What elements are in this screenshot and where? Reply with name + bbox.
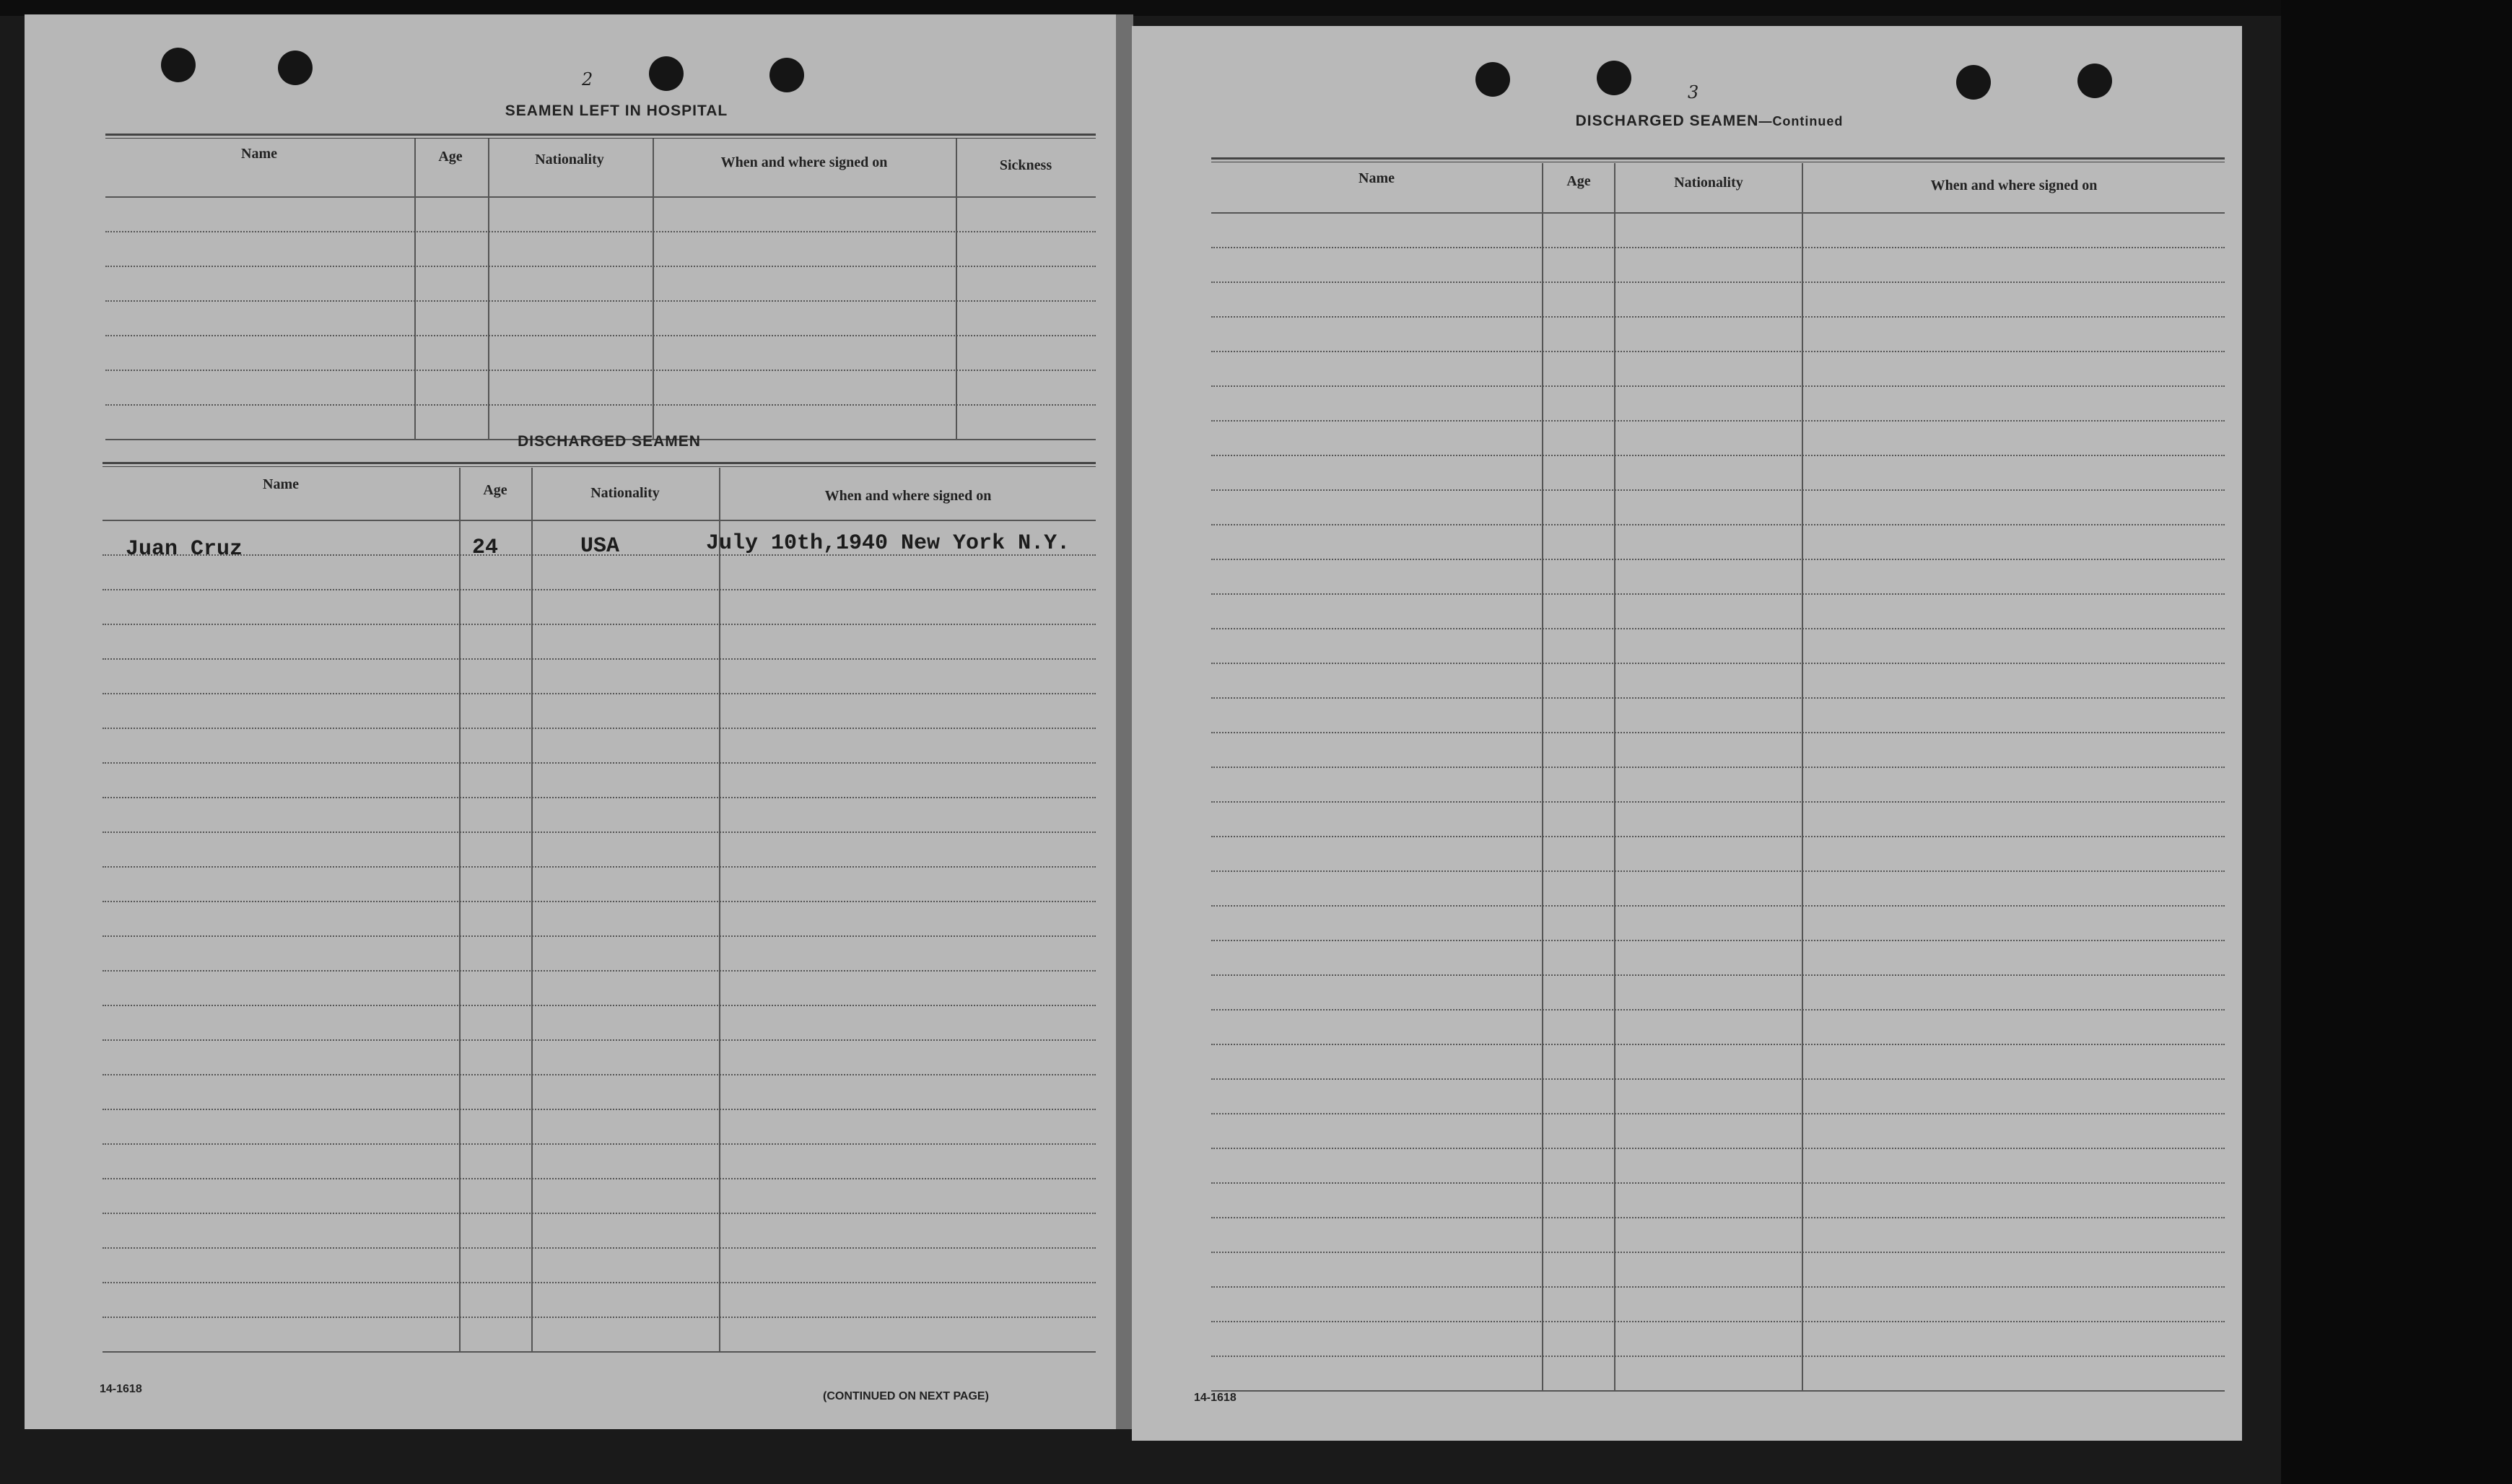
col-name: Name — [1359, 170, 1395, 186]
ruled-line — [103, 1109, 1096, 1110]
ruled-line — [1211, 351, 2225, 352]
ruled-line — [103, 832, 1096, 833]
ruled-line — [105, 335, 1096, 336]
col-signed-on: When and where signed on — [824, 488, 992, 504]
ruled-line — [1211, 905, 2225, 907]
ruled-line — [105, 370, 1096, 371]
ruled-line — [1211, 628, 2225, 629]
ruled-line — [1211, 1390, 2225, 1392]
ruled-line — [1211, 836, 2225, 837]
ruled-line — [103, 693, 1096, 694]
ruled-line — [1211, 663, 2225, 664]
ruled-line — [103, 1282, 1096, 1283]
right-section-title — [1478, 113, 1940, 130]
ruled-line — [1211, 1113, 2225, 1114]
seaman-age: 24 — [472, 536, 499, 560]
ruled-line — [103, 520, 1096, 521]
col-nationality: Nationality — [535, 152, 604, 167]
ruled-line — [1211, 801, 2225, 803]
ruled-line — [103, 901, 1096, 902]
column-divider — [719, 468, 720, 1351]
column-divider — [653, 139, 654, 439]
ruled-line — [1211, 212, 2225, 214]
seaman-name: Juan Cruz — [126, 537, 243, 562]
ruled-line — [1211, 940, 2225, 941]
col-signed-on: When and where signed on — [720, 154, 888, 170]
ruled-line — [103, 658, 1096, 660]
ruled-line — [103, 624, 1096, 625]
col-sickness: Sickness — [999, 157, 1052, 173]
header-rule — [105, 134, 1096, 139]
column-divider — [414, 139, 416, 439]
ruled-line — [105, 266, 1096, 267]
ruled-line — [105, 300, 1096, 302]
page-gutter — [1116, 14, 1133, 1429]
ruled-line — [103, 1351, 1096, 1353]
ruled-line — [103, 1317, 1096, 1318]
header-rule — [103, 462, 1096, 467]
ruled-line — [1211, 1252, 2225, 1253]
form-code: 14-1618 — [100, 1383, 142, 1395]
page-number: 2 — [582, 69, 593, 90]
header-rule — [1211, 157, 2225, 162]
column-divider — [488, 139, 489, 439]
ruled-line — [1211, 732, 2225, 733]
ruled-line — [1211, 1217, 2225, 1218]
col-name: Name — [263, 476, 299, 492]
ruled-line — [1211, 489, 2225, 491]
ruled-line — [103, 970, 1096, 972]
ruled-line — [103, 1005, 1096, 1006]
discharged-section-title: DISCHARGED SEAMEN — [518, 433, 701, 450]
ruled-line — [1211, 316, 2225, 318]
ruled-line — [1211, 524, 2225, 525]
ruled-line — [1211, 1356, 2225, 1357]
punch-hole — [161, 48, 196, 82]
ruled-line — [1211, 281, 2225, 283]
ruled-line — [103, 866, 1096, 868]
ruled-line — [1211, 870, 2225, 872]
ruled-line — [103, 1178, 1096, 1179]
ruled-line — [103, 797, 1096, 798]
title-suffix: —Continued — [1758, 114, 1844, 128]
ruled-line — [103, 1247, 1096, 1249]
column-divider — [459, 468, 461, 1351]
punch-hole — [769, 58, 804, 92]
ruled-line — [103, 1143, 1096, 1145]
column-divider — [1542, 163, 1543, 1390]
ruled-line — [1211, 1148, 2225, 1149]
ruled-line — [1211, 593, 2225, 595]
hospital-section-title: SEAMEN LEFT IN HOSPITAL — [505, 102, 728, 119]
ruled-line — [105, 231, 1096, 232]
ruled-line — [1211, 1078, 2225, 1080]
page-number: 3 — [1688, 82, 1699, 102]
seaman-signed-on: July 10th,1940 New York N.Y. — [706, 531, 1070, 556]
column-divider — [956, 139, 957, 439]
column-divider — [1614, 163, 1615, 1390]
col-signed-on: When and where signed on — [1930, 178, 2098, 193]
ruled-line — [1211, 1321, 2225, 1322]
ruled-line — [103, 1074, 1096, 1075]
column-divider — [531, 468, 533, 1351]
punch-hole — [1597, 61, 1631, 95]
col-age: Age — [483, 482, 507, 498]
ruled-line — [105, 404, 1096, 406]
scan-top-border — [0, 0, 2281, 16]
seaman-nationality: USA — [580, 534, 620, 559]
ruled-line — [1211, 974, 2225, 976]
ruled-line — [103, 1039, 1096, 1041]
ruled-line — [103, 728, 1096, 729]
ruled-line — [1211, 455, 2225, 456]
scan-right-border — [2281, 0, 2512, 1484]
ruled-line — [1211, 1286, 2225, 1288]
ruled-line — [1211, 1182, 2225, 1184]
ruled-line — [1211, 559, 2225, 560]
ruled-line — [1211, 1009, 2225, 1011]
left-page — [25, 14, 1117, 1429]
ruled-line — [1211, 767, 2225, 768]
col-nationality: Nationality — [590, 485, 660, 501]
punch-hole — [1956, 65, 1991, 100]
ruled-line — [1211, 385, 2225, 387]
right-page — [1132, 26, 2242, 1441]
punch-hole — [278, 51, 313, 85]
title-main: DISCHARGED SEAMEN — [1575, 113, 1759, 129]
col-name: Name — [241, 146, 277, 162]
ruled-line — [1211, 1044, 2225, 1045]
col-age: Age — [1566, 173, 1591, 189]
ruled-line — [103, 589, 1096, 590]
ruled-line — [1211, 420, 2225, 422]
col-age: Age — [438, 149, 463, 165]
ruled-line — [1211, 247, 2225, 248]
ruled-line — [103, 935, 1096, 937]
punch-hole — [649, 56, 684, 91]
ruled-line — [1211, 697, 2225, 699]
col-nationality: Nationality — [1674, 175, 1743, 191]
ruled-line — [103, 1213, 1096, 1214]
continued-note: (CONTINUED ON NEXT PAGE) — [823, 1390, 989, 1402]
punch-hole — [2077, 64, 2112, 98]
column-divider — [1802, 163, 1803, 1390]
form-code: 14-1618 — [1194, 1392, 1237, 1404]
punch-hole — [1475, 62, 1510, 97]
ruled-line — [105, 196, 1096, 198]
ruled-line — [103, 762, 1096, 764]
